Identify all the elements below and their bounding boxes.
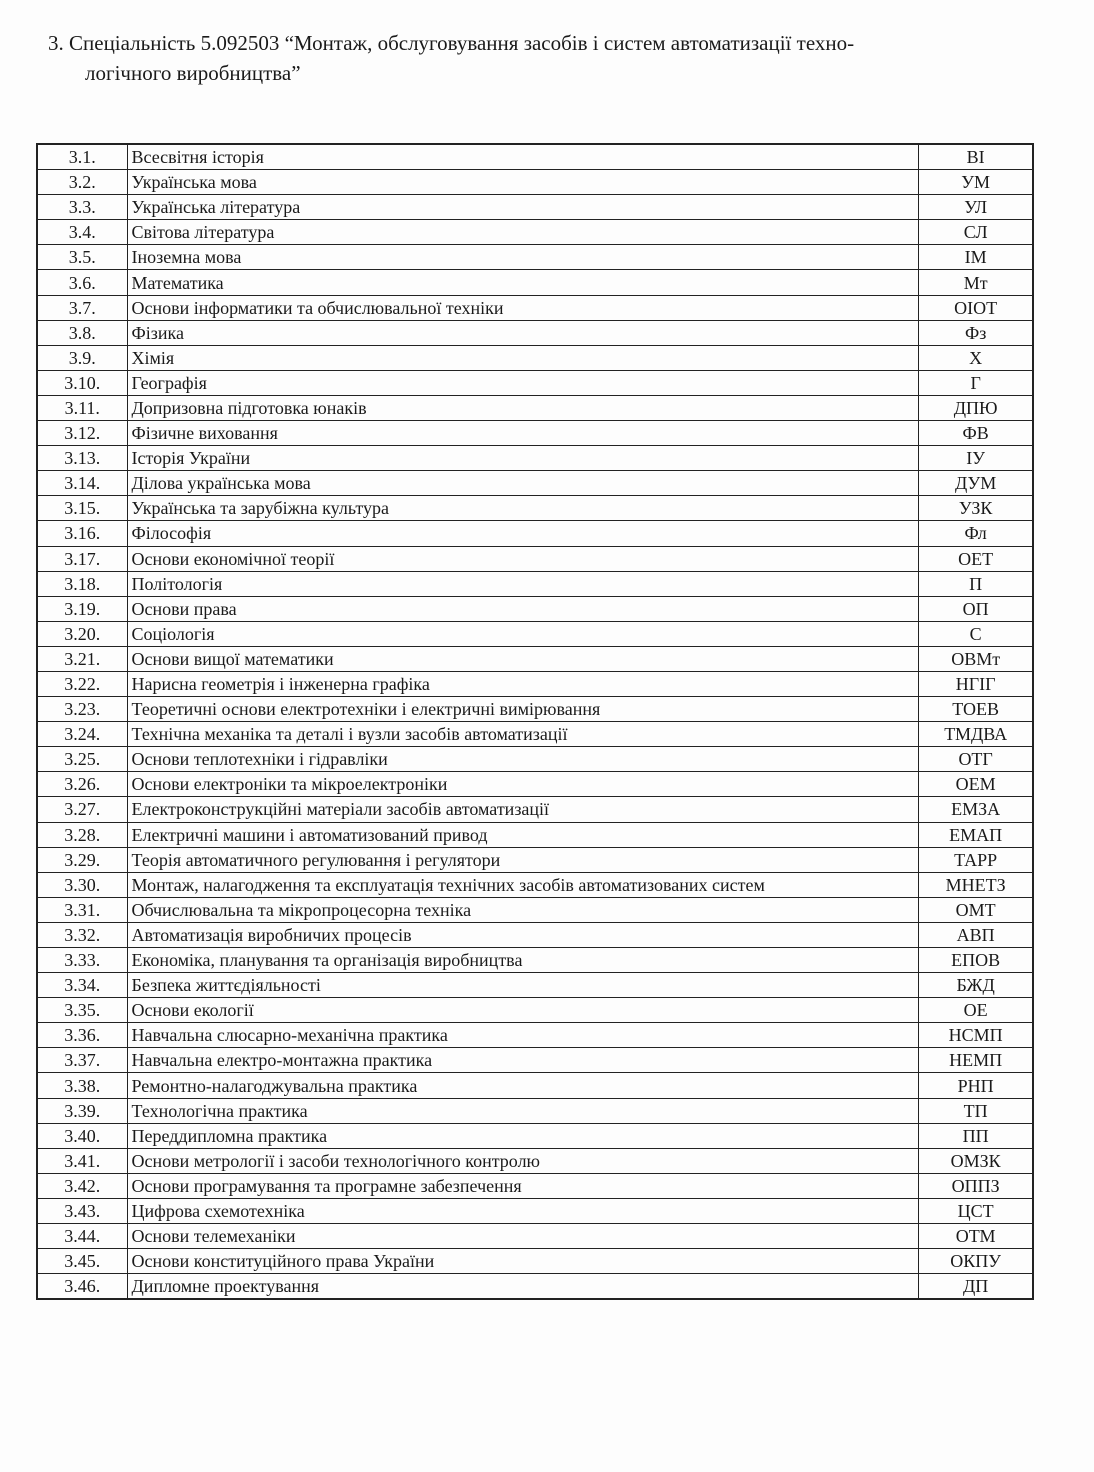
subject-name-cell: Технічна механіка та деталі і вузли засобів автоматизації bbox=[127, 722, 919, 747]
subject-name-cell: Історія України bbox=[127, 446, 919, 471]
subject-number-cell: 3.38. bbox=[37, 1073, 127, 1098]
subject-code-cell: НСМП bbox=[919, 1023, 1033, 1048]
table-row bbox=[37, 370, 1033, 395]
heading-line-2: логічного виробництва” bbox=[85, 61, 301, 85]
subject-code-cell: НГІГ bbox=[919, 671, 1033, 696]
table-row bbox=[37, 671, 1033, 696]
subject-name-cell: Українська та зарубіжна культура bbox=[127, 496, 919, 521]
table-row bbox=[37, 345, 1033, 370]
table-row bbox=[37, 144, 1033, 170]
subject-code-cell: ОВМт bbox=[919, 646, 1033, 671]
subject-code-cell: УЛ bbox=[919, 195, 1033, 220]
table-row bbox=[37, 822, 1033, 847]
subject-name-cell: Монтаж, налагодження та експлуатація технічних засобів автоматизованих систем bbox=[127, 872, 919, 897]
subject-code-cell: ОП bbox=[919, 596, 1033, 621]
subject-code-cell: УМ bbox=[919, 170, 1033, 195]
subject-code-cell: ФВ bbox=[919, 421, 1033, 446]
table-row bbox=[37, 471, 1033, 496]
table-row bbox=[37, 295, 1033, 320]
subject-number-cell: 3.9. bbox=[37, 345, 127, 370]
subject-number-cell: 3.13. bbox=[37, 446, 127, 471]
subject-code-cell: АВП bbox=[919, 922, 1033, 947]
subject-code-cell: ОІОТ bbox=[919, 295, 1033, 320]
subject-number-cell: 3.20. bbox=[37, 621, 127, 646]
table-row bbox=[37, 621, 1033, 646]
subject-number-cell: 3.3. bbox=[37, 195, 127, 220]
subject-name-cell: Переддипломна практика bbox=[127, 1123, 919, 1148]
subject-code-cell: НЕМП bbox=[919, 1048, 1033, 1073]
subject-code-cell: П bbox=[919, 571, 1033, 596]
table-row bbox=[37, 922, 1033, 947]
subject-code-cell: ВІ bbox=[919, 144, 1033, 170]
subject-code-cell: Х bbox=[919, 345, 1033, 370]
subject-number-cell: 3.42. bbox=[37, 1173, 127, 1198]
subject-number-cell: 3.39. bbox=[37, 1098, 127, 1123]
subject-number-cell: 3.26. bbox=[37, 772, 127, 797]
table-row bbox=[37, 270, 1033, 295]
subjects-table bbox=[36, 143, 1034, 1300]
table-row bbox=[37, 421, 1033, 446]
subject-name-cell: Всесвітня історія bbox=[127, 144, 919, 170]
table-row bbox=[37, 1123, 1033, 1148]
subject-number-cell: 3.25. bbox=[37, 747, 127, 772]
table-row bbox=[37, 195, 1033, 220]
subject-number-cell: 3.11. bbox=[37, 395, 127, 420]
subject-name-cell: Основи конституційного права України bbox=[127, 1249, 919, 1274]
subject-name-cell: Технологічна практика bbox=[127, 1098, 919, 1123]
heading-line-1: 3. Спеціальність 5.092503 “Монтаж, обслуговування засобів і систем автоматизації техно- bbox=[48, 31, 855, 55]
subject-name-cell: Електричні машини і автоматизований привод bbox=[127, 822, 919, 847]
table-row bbox=[37, 521, 1033, 546]
table-row bbox=[37, 847, 1033, 872]
subject-name-cell: Основи програмування та програмне забезпечення bbox=[127, 1173, 919, 1198]
subject-number-cell: 3.18. bbox=[37, 571, 127, 596]
subject-code-cell: ОКПУ bbox=[919, 1249, 1033, 1274]
table-row bbox=[37, 546, 1033, 571]
subject-name-cell: Допризовна підготовка юнаків bbox=[127, 395, 919, 420]
subject-number-cell: 3.27. bbox=[37, 797, 127, 822]
subject-name-cell: Дипломне проектування bbox=[127, 1274, 919, 1300]
table-row bbox=[37, 722, 1033, 747]
subject-code-cell: МНЕТЗ bbox=[919, 872, 1033, 897]
subject-name-cell: Автоматизація виробничих процесів bbox=[127, 922, 919, 947]
table-row bbox=[37, 1173, 1033, 1198]
subject-code-cell: ПП bbox=[919, 1123, 1033, 1148]
subject-number-cell: 3.14. bbox=[37, 471, 127, 496]
subject-code-cell: ОТМ bbox=[919, 1224, 1033, 1249]
subject-code-cell: Мт bbox=[919, 270, 1033, 295]
table-row bbox=[37, 973, 1033, 998]
subject-code-cell: Г bbox=[919, 370, 1033, 395]
table-row bbox=[37, 571, 1033, 596]
subject-code-cell: ОЕТ bbox=[919, 546, 1033, 571]
subject-code-cell: ІУ bbox=[919, 446, 1033, 471]
table-row bbox=[37, 1198, 1033, 1223]
subject-code-cell: ОППЗ bbox=[919, 1173, 1033, 1198]
subject-name-cell: Навчальна електро-монтажна практика bbox=[127, 1048, 919, 1073]
subject-name-cell: Соціологія bbox=[127, 621, 919, 646]
table-row bbox=[37, 1148, 1033, 1173]
subject-number-cell: 3.5. bbox=[37, 245, 127, 270]
subject-name-cell: Економіка, планування та організація виробництва bbox=[127, 948, 919, 973]
table-row bbox=[37, 395, 1033, 420]
subject-number-cell: 3.24. bbox=[37, 722, 127, 747]
table-row bbox=[37, 772, 1033, 797]
subject-name-cell: Політологія bbox=[127, 571, 919, 596]
subject-name-cell: Основи екології bbox=[127, 998, 919, 1023]
subject-code-cell: ОМТ bbox=[919, 897, 1033, 922]
subject-name-cell: Теоретичні основи електротехніки і електричні вимірювання bbox=[127, 697, 919, 722]
subject-name-cell: Основи телемеханіки bbox=[127, 1224, 919, 1249]
subject-name-cell: Основи права bbox=[127, 596, 919, 621]
subject-code-cell: ТАРР bbox=[919, 847, 1033, 872]
table-row bbox=[37, 697, 1033, 722]
subject-number-cell: 3.46. bbox=[37, 1274, 127, 1300]
subject-number-cell: 3.45. bbox=[37, 1249, 127, 1274]
table-row bbox=[37, 897, 1033, 922]
subject-number-cell: 3.19. bbox=[37, 596, 127, 621]
subject-number-cell: 3.34. bbox=[37, 973, 127, 998]
subject-code-cell: ЕМЗА bbox=[919, 797, 1033, 822]
table-row bbox=[37, 797, 1033, 822]
subject-name-cell: Українська література bbox=[127, 195, 919, 220]
table-row bbox=[37, 446, 1033, 471]
subject-code-cell: УЗК bbox=[919, 496, 1033, 521]
subject-number-cell: 3.15. bbox=[37, 496, 127, 521]
subject-name-cell: Навчальна слюсарно-механічна практика bbox=[127, 1023, 919, 1048]
table-row bbox=[37, 1249, 1033, 1274]
subject-code-cell: ТП bbox=[919, 1098, 1033, 1123]
subject-code-cell: С bbox=[919, 621, 1033, 646]
table-row bbox=[37, 596, 1033, 621]
subject-number-cell: 3.7. bbox=[37, 295, 127, 320]
subject-name-cell: Основи метрології і засоби технологічного контролю bbox=[127, 1148, 919, 1173]
subject-number-cell: 3.31. bbox=[37, 897, 127, 922]
subject-name-cell: Ремонтно-налагоджувальна практика bbox=[127, 1073, 919, 1098]
subject-number-cell: 3.12. bbox=[37, 421, 127, 446]
subject-code-cell: ТМДВА bbox=[919, 722, 1033, 747]
subject-number-cell: 3.44. bbox=[37, 1224, 127, 1249]
subject-code-cell: ДП bbox=[919, 1274, 1033, 1300]
subject-number-cell: 3.6. bbox=[37, 270, 127, 295]
table-row bbox=[37, 1274, 1033, 1300]
subject-name-cell: Цифрова схемотехніка bbox=[127, 1198, 919, 1223]
section-heading bbox=[48, 28, 1048, 88]
table-row bbox=[37, 872, 1033, 897]
subject-code-cell: ЦСТ bbox=[919, 1198, 1033, 1223]
table-row bbox=[37, 220, 1033, 245]
subject-name-cell: Математика bbox=[127, 270, 919, 295]
subject-code-cell: ЕПОВ bbox=[919, 948, 1033, 973]
subject-number-cell: 3.32. bbox=[37, 922, 127, 947]
subject-number-cell: 3.1. bbox=[37, 144, 127, 170]
subject-code-cell: Фз bbox=[919, 320, 1033, 345]
subject-number-cell: 3.40. bbox=[37, 1123, 127, 1148]
subject-number-cell: 3.41. bbox=[37, 1148, 127, 1173]
table-row bbox=[37, 948, 1033, 973]
subject-name-cell: Безпека життєдіяльності bbox=[127, 973, 919, 998]
subject-number-cell: 3.22. bbox=[37, 671, 127, 696]
subject-name-cell: Фізика bbox=[127, 320, 919, 345]
subject-name-cell: Нарисна геометрія і інженерна графіка bbox=[127, 671, 919, 696]
subject-name-cell: Основи вищої математики bbox=[127, 646, 919, 671]
subject-number-cell: 3.36. bbox=[37, 1023, 127, 1048]
subject-code-cell: ОЕМ bbox=[919, 772, 1033, 797]
subject-number-cell: 3.37. bbox=[37, 1048, 127, 1073]
subject-number-cell: 3.17. bbox=[37, 546, 127, 571]
subject-number-cell: 3.16. bbox=[37, 521, 127, 546]
table-row bbox=[37, 245, 1033, 270]
subject-name-cell: Основи теплотехніки і гідравліки bbox=[127, 747, 919, 772]
subject-code-cell: РНП bbox=[919, 1073, 1033, 1098]
subject-code-cell: БЖД bbox=[919, 973, 1033, 998]
subject-name-cell: Іноземна мова bbox=[127, 245, 919, 270]
subject-name-cell: Обчислювальна та мікропроцесорна техніка bbox=[127, 897, 919, 922]
subject-code-cell: ОМЗК bbox=[919, 1148, 1033, 1173]
subject-name-cell: Фізичне виховання bbox=[127, 421, 919, 446]
subject-name-cell: Світова література bbox=[127, 220, 919, 245]
subject-name-cell: Хімія bbox=[127, 345, 919, 370]
subject-number-cell: 3.43. bbox=[37, 1198, 127, 1223]
subject-code-cell: СЛ bbox=[919, 220, 1033, 245]
subject-name-cell: Теорія автоматичного регулювання і регулятори bbox=[127, 847, 919, 872]
subject-code-cell: ОЕ bbox=[919, 998, 1033, 1023]
subject-name-cell: Ділова українська мова bbox=[127, 471, 919, 496]
table-row bbox=[37, 1073, 1033, 1098]
subjects-table-body bbox=[37, 144, 1033, 1299]
subject-code-cell: ІМ bbox=[919, 245, 1033, 270]
subject-number-cell: 3.10. bbox=[37, 370, 127, 395]
table-row bbox=[37, 320, 1033, 345]
table-row bbox=[37, 1023, 1033, 1048]
table-row bbox=[37, 998, 1033, 1023]
subject-number-cell: 3.8. bbox=[37, 320, 127, 345]
subject-name-cell: Електроконструкційні матеріали засобів автоматизації bbox=[127, 797, 919, 822]
subject-code-cell: ЕМАП bbox=[919, 822, 1033, 847]
subject-name-cell: Географія bbox=[127, 370, 919, 395]
table-row bbox=[37, 646, 1033, 671]
subject-name-cell: Філософія bbox=[127, 521, 919, 546]
table-row bbox=[37, 170, 1033, 195]
subject-number-cell: 3.33. bbox=[37, 948, 127, 973]
subject-number-cell: 3.29. bbox=[37, 847, 127, 872]
subject-code-cell: ОТГ bbox=[919, 747, 1033, 772]
subject-number-cell: 3.4. bbox=[37, 220, 127, 245]
subject-code-cell: ДУМ bbox=[919, 471, 1033, 496]
subject-name-cell: Українська мова bbox=[127, 170, 919, 195]
subject-name-cell: Основи економічної теорії bbox=[127, 546, 919, 571]
subject-name-cell: Основи інформатики та обчислювальної техніки bbox=[127, 295, 919, 320]
subject-code-cell: ДПЮ bbox=[919, 395, 1033, 420]
subject-number-cell: 3.2. bbox=[37, 170, 127, 195]
subject-code-cell: ТОЕВ bbox=[919, 697, 1033, 722]
subject-code-cell: Фл bbox=[919, 521, 1033, 546]
table-row bbox=[37, 496, 1033, 521]
table-row bbox=[37, 747, 1033, 772]
subject-number-cell: 3.35. bbox=[37, 998, 127, 1023]
table-row bbox=[37, 1098, 1033, 1123]
subject-number-cell: 3.30. bbox=[37, 872, 127, 897]
table-row bbox=[37, 1224, 1033, 1249]
subject-number-cell: 3.28. bbox=[37, 822, 127, 847]
subject-number-cell: 3.21. bbox=[37, 646, 127, 671]
table-row bbox=[37, 1048, 1033, 1073]
subject-name-cell: Основи електроніки та мікроелектроніки bbox=[127, 772, 919, 797]
subject-number-cell: 3.23. bbox=[37, 697, 127, 722]
